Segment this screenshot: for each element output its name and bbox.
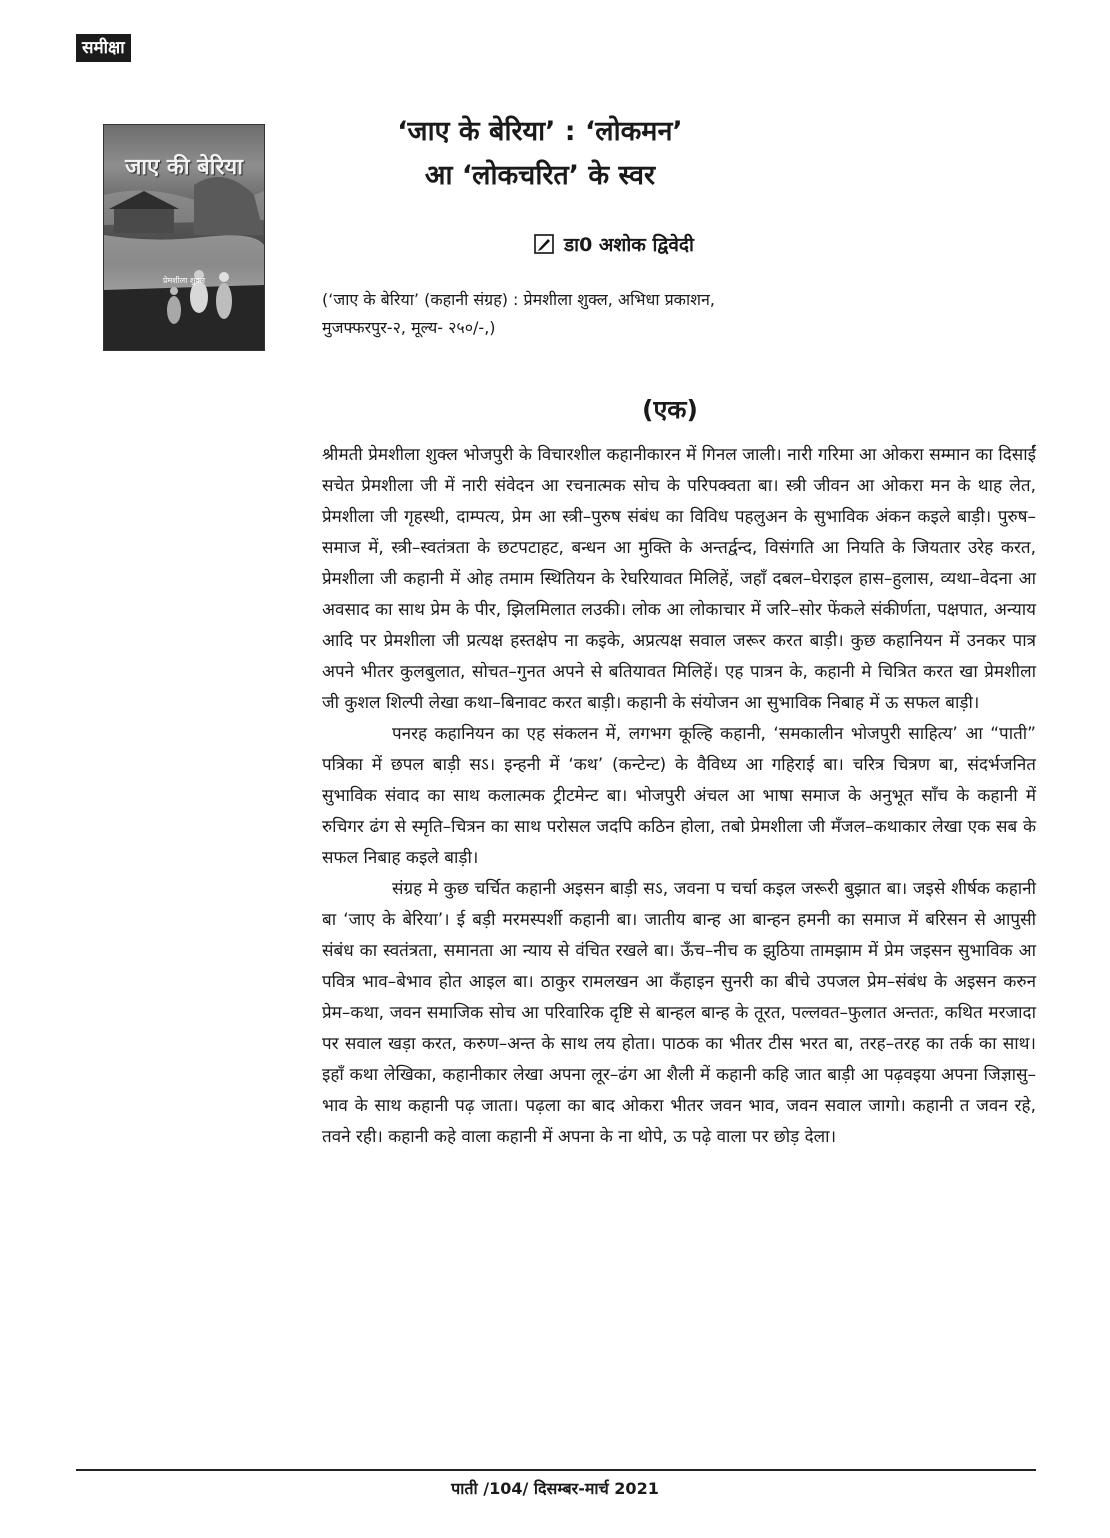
byline [534, 229, 694, 259]
author-name: डा0 अशोक द्विवेदी [564, 234, 694, 256]
pen-writing-icon [534, 234, 554, 254]
paragraph-2: पनरह कहानियन का एह संकलन में, लगभग कूल्हि कहानी, ‘समकालीन भोजपुरी साहित्य’ आ “पाती” पत्रिका में छपल बाड़ी सऽ। इन्हनी में ‘कथ’ (कन्टेन्ट) के वैविध्य आ गहिराई बा। चरित्र चित्रण बा, संदर्भजनित सुभाविक संवाद का साथ कलात्मक ट्रीटमेन्ट बा। भोजपुरी अंचल आ भाषा समाज के अनुभूत साँच के कहानी में रुचिगर ढंग से स्मृति–चित्रन का साथ परोसल जदपि कठिन होला, तबो प्रेमशीला जी मँजल–कथाकार लेखा एक सब के सफल निबाह कइले बाड़ी। [322, 724, 1036, 868]
article-body [322, 440, 1036, 1153]
section-heading: (एक) [642, 395, 698, 424]
book-info-line-1: (‘जाए के बेरिया’ (कहानी संग्रह) : प्रेमशीला शुक्ल, अभिधा प्रकाशन, [322, 290, 715, 309]
cover-title: जाए की बेरिया [125, 155, 243, 180]
footer-divider [76, 1469, 1036, 1471]
title-line-1: ‘जाए के बेरिया’ : ‘लोकमन’ [397, 116, 683, 147]
book-cover-image [103, 124, 265, 351]
book-info-line-2: मुजफ्फरपुर-२, मूल्य- २५०/-,) [322, 318, 496, 337]
article-title [300, 110, 780, 198]
book-info [322, 286, 942, 342]
page-footer: पाती /104/ दिसम्बर-मार्च 2021 [451, 1479, 659, 1498]
cover-author: प्रेमशीला शुक्ल [162, 276, 206, 285]
paragraph-3: संग्रह मे कुछ चर्चित कहानी अइसन बाड़ी सऽ, जवना प चर्चा कइल जरूरी बुझात बा। जइसे शीर्षक कहानी बा ‘जाए के बेरिया’। ई बड़ी मरमस्पर्शी कहानी बा। जातीय बान्ह आ बान्हन हमनी का समाज में बरिसन से आपुसी संबंध का स्वतंत्रता, समानता आ न्याय से वंचित रखले बा। ऊँच–नीच क झुठिया तामझाम में प्रेम जइसन सुभाविक आ पवित्र भाव–बेभाव होत आइल बा। ठाकुर रामलखन आ कँहाइन सुनरी का बीचे उपजल प्रेम–संबंध के अइसन करुन प्रेम–कथा, जवन समाजिक सोच आ परिवारिक दृष्टि से बान्हल बान्ह के तूरत, पल्लवत–फुलात अन्ततः, कथित मरजादा पर सवाल खड़ा करत, करुण–अन्त के साथ लय होता। पाठक का भीतर टीस भरत बा, तरह–तरह का तर्क का साथ। इहाँ कथा लेखिका, कहानीकार लेखा अपना लूर–ढंग आ शैली में कहानी कहि जात बाड़ी आ पढ़वइया अपना जिज्ञासु–भाव के साथ कहानी पढ़ जाता। पढ़ला का बाद ओकरा भीतर जवन भाव, जवन सवाल जागो। कहानी त जवन रहे, तवने रही। कहानी कहे वाला कहानी में अपना के ना थोपे, ऊ पढ़े वाला पर छोड़ देला। [322, 879, 1036, 1147]
title-line-2: आ ‘लोकचरित’ के स्वर [424, 160, 656, 191]
section-tag: समीक्षा [76, 34, 131, 62]
paragraph-1: श्रीमती प्रेमशीला शुक्ल भोजपुरी के विचारशील कहानीकारन में गिनल जाली। नारी गरिमा आ ओकरा सम्मान का दिसाईं सचेत प्रेमशीला जी में नारी संवेदन आ रचनात्मक सोच के परिपक्वता बा। स्त्री जीवन आ ओकरा मन के थाह लेत, प्रेमशीला जी गृहस्थी, दाम्पत्य, प्रेम आ स्त्री–पुरुष संबंध का विविध पहलुअन के सुभाविक अंकन कइले बाड़ी। पुरुष–समाज में, स्त्री–स्वतंत्रता के छटपटाहट, बन्धन आ मुक्ति के अन्तर्द्वन्द, विसंगति आ नियति के जियतार उरेह करत, प्रेमशीला जी कहानी में ओह तमाम स्थितियन के रेघरियावत मिलिहें, जहाँ दबल–घेराइल हास–हुलास, व्यथा–वेदना आ अवसाद का साथ प्रेम के पीर, झिलमिलात लउकी। लोक आ लोकाचार में जरि–सोर फेंकले संकीर्णता, पक्षपात, अन्याय आदि पर प्रेमशीला जी प्रत्यक्ष हस्तक्षेप ना कइके, अप्रत्यक्ष सवाल जरूर करत बाड़ी। कुछ कहानियन में उनकर पात्र अपने भीतर कुलबुलात, सोचत–गुनत अपने से बतियावत मिलिहें। एह पात्रन के, कहानी मे चित्रित करत खा प्रेमशीला जी कुशल शिल्पी लेखा कथा–बिनावट करत बाड़ी। कहानी के संयोजन आ सुभाविक निबाह में ऊ सफल बाड़ी। [322, 445, 1036, 713]
